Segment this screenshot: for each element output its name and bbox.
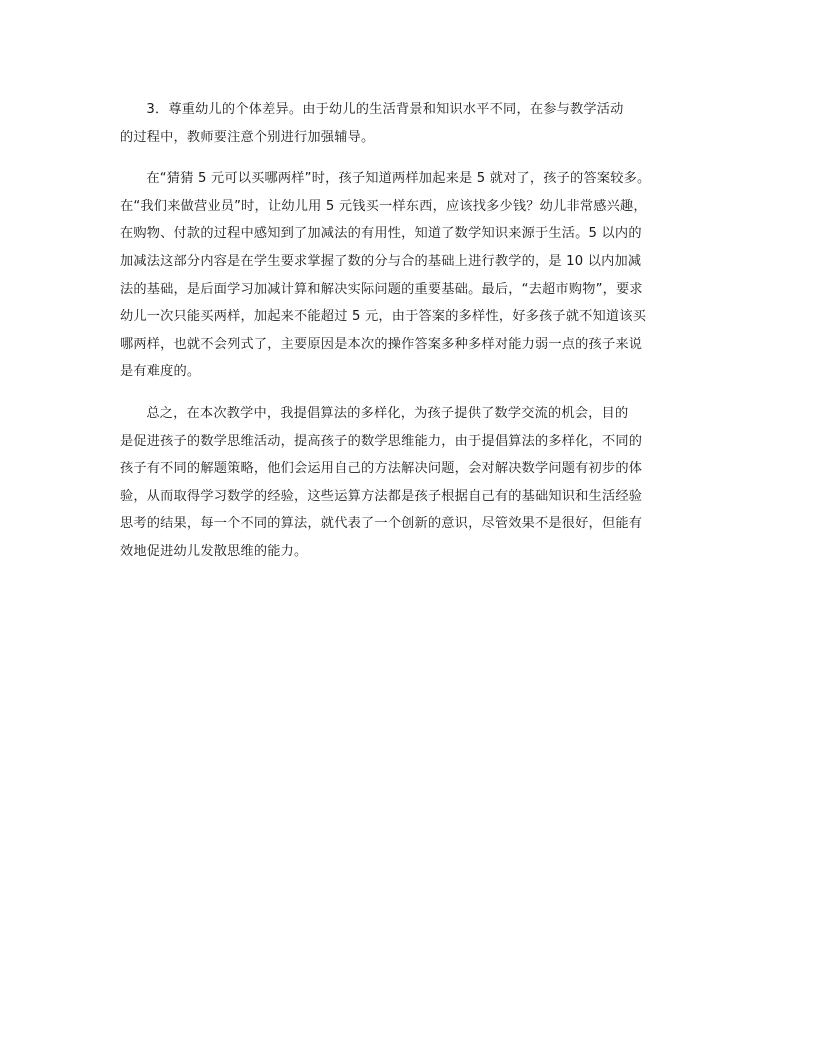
- paragraph-activity-review: 在“猜猜 5 元可以买哪两样”时，孩子知道两样加起来是 5 就对了，孩子的答案较多。 在“我们来做营业员”时，让幼儿用 5 元钱买一样东西，应该找多少钱？幼儿非常感兴趣， 在购物、付款的过程中感知到了加减法的有用性，知道了数学知识来源于生活。5 以内的 加减法这部分内容是在学生要求掌握了数的分与合的基础上进行教学的，是 10 以内加减 法的基础，是后面学习加减计算和解决实际问题的重要基础。最后，“去超市购物”，要求 幼儿一次只能买两样，加起来不能超过 5 元，由于答案的多样性，好多孩子就不知道该买 哪两样，也就不会列式了，主要原因是本次的操作答案多种多样对能力弱一点的孩子来说 是有难度的。: [120, 171, 651, 380]
- paragraph-individual-differences: 3．尊重幼儿的个体差异。由于幼儿的生活背景和知识水平不同，在参与教学活动 的过程中，教师要注意个别进行加强辅导。: [120, 102, 624, 145]
- paragraph-summary: 总之，在本次教学中，我提倡算法的多样化，为孩子提供了数学交流的机会，目的 是促进孩子的数学思维活动，提高孩子的数学思维能力，由于提倡算法的多样化，不同的 孩子有不同的解题策略，他们会运用自己的方法解决问题，会对解决数学问题有初步的体 验，从而取得学习数学的经验，这些运算方法都是孩子根据自己有的基础知识和生活经验 思考的结果，每一个不同的算法，就代表了一个创新的意识，尽管效果不是很好，但能有 效地促进幼儿发散思维的能力。: [120, 405, 643, 559]
